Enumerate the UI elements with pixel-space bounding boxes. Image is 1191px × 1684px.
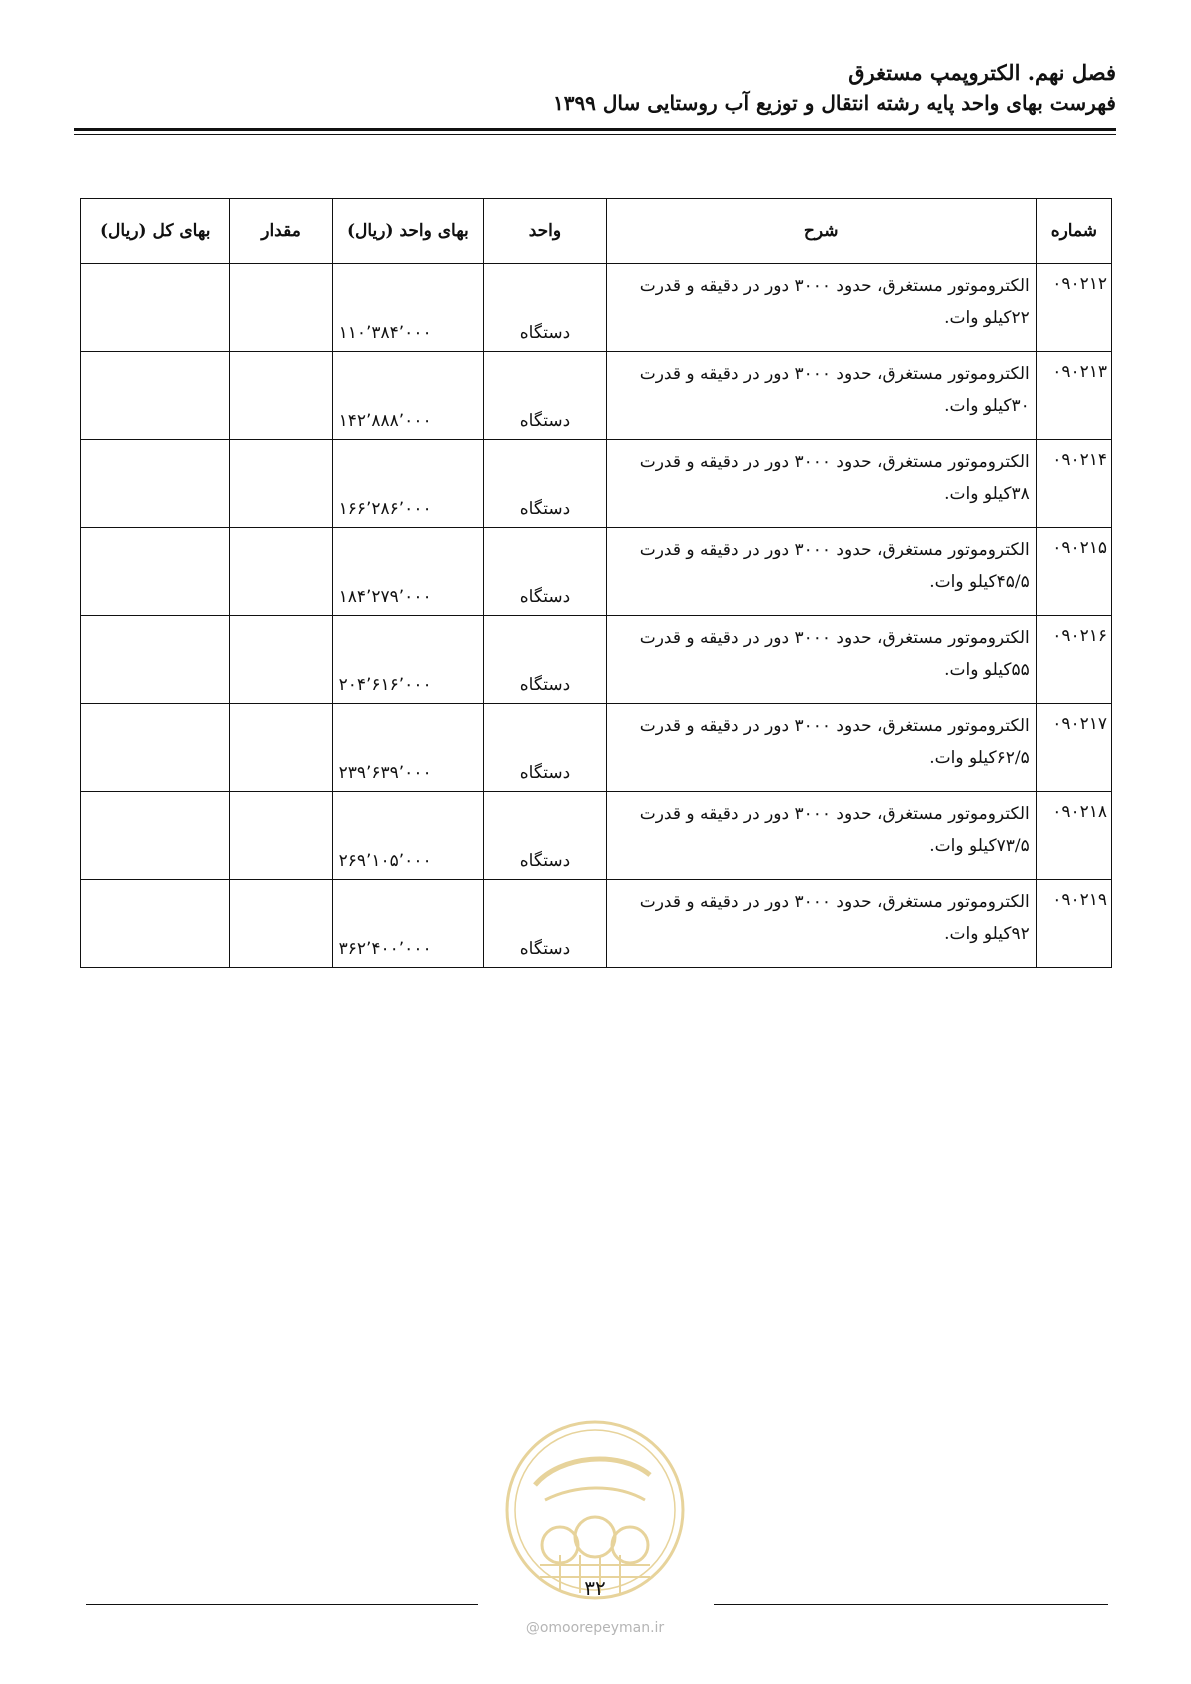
watermark-url: @omoorepeyman.ir: [525, 1620, 665, 1636]
item-description: الکتروموتور مستغرق، حدود ۳۰۰۰ دور در دقیقه و قدرت ۴۵/۵کیلو وات.: [606, 528, 1036, 616]
item-quantity: [230, 880, 332, 968]
table-row: [81, 616, 1112, 704]
item-code: ۰۹۰۲۱۴: [1036, 440, 1111, 528]
item-code: ۰۹۰۲۱۳: [1036, 352, 1111, 440]
item-quantity: [230, 528, 332, 616]
item-quantity: [230, 704, 332, 792]
item-total: [81, 264, 230, 352]
document-subtitle: فهرست بهای واحد پایه رشته انتقال و توزیع آب روستایی سال ۱۳۹۹: [552, 91, 1116, 115]
item-unit-price: ۲۳۹٬۶۳۹٬۰۰۰: [332, 704, 484, 792]
item-unit-price: ۱۴۲٬۸۸۸٬۰۰۰: [332, 352, 484, 440]
table-row: [81, 352, 1112, 440]
header-rule-thin: [74, 134, 1116, 135]
item-total: [81, 792, 230, 880]
item-unit: دستگاه: [484, 352, 607, 440]
item-unit-price: ۲۰۴٬۶۱۶٬۰۰۰: [332, 616, 484, 704]
header-rule-thick: [74, 128, 1116, 131]
footer-rule-left: [86, 1604, 478, 1605]
table-row: [81, 792, 1112, 880]
item-unit-price: ۱۱۰٬۳۸۴٬۰۰۰: [332, 264, 484, 352]
header-code: شماره: [1036, 199, 1111, 264]
item-total: [81, 704, 230, 792]
item-total: [81, 880, 230, 968]
item-description: الکتروموتور مستغرق، حدود ۳۰۰۰ دور در دقیقه و قدرت ۳۰کیلو وات.: [606, 352, 1036, 440]
table-row: [81, 880, 1112, 968]
table-row: [81, 528, 1112, 616]
item-code: ۰۹۰۲۱۶: [1036, 616, 1111, 704]
item-unit-price: ۱۶۶٬۲۸۶٬۰۰۰: [332, 440, 484, 528]
item-quantity: [230, 792, 332, 880]
item-code: ۰۹۰۲۱۹: [1036, 880, 1111, 968]
item-unit-price: ۲۶۹٬۱۰۵٬۰۰۰: [332, 792, 484, 880]
item-quantity: [230, 440, 332, 528]
item-code: ۰۹۰۲۱۷: [1036, 704, 1111, 792]
item-total: [81, 616, 230, 704]
item-unit: دستگاه: [484, 264, 607, 352]
item-unit: دستگاه: [484, 528, 607, 616]
header-unit-price: بهای واحد (ریال): [332, 199, 484, 264]
header-total-price: بهای کل (ریال): [81, 199, 230, 264]
table-row: [81, 264, 1112, 352]
item-code: ۰۹۰۲۱۲: [1036, 264, 1111, 352]
page-header: [74, 58, 1116, 118]
page-number: ۳۲: [584, 1576, 606, 1600]
item-unit: دستگاه: [484, 440, 607, 528]
item-total: [81, 352, 230, 440]
footer-rule-right: [714, 1604, 1108, 1605]
watermark-emblem: [507, 1422, 683, 1598]
item-total: [81, 528, 230, 616]
table-row: [81, 440, 1112, 528]
header-description: شرح: [606, 199, 1036, 264]
item-unit: دستگاه: [484, 880, 607, 968]
table-row: [81, 704, 1112, 792]
table-header-row: [81, 199, 1112, 264]
price-list-table: [80, 198, 1112, 968]
item-total: [81, 440, 230, 528]
item-description: الکتروموتور مستغرق، حدود ۳۰۰۰ دور در دقیقه و قدرت ۶۲/۵کیلو وات.: [606, 704, 1036, 792]
item-quantity: [230, 352, 332, 440]
item-description: الکتروموتور مستغرق، حدود ۳۰۰۰ دور در دقیقه و قدرت ۳۸کیلو وات.: [606, 440, 1036, 528]
item-unit: دستگاه: [484, 616, 607, 704]
item-description: الکتروموتور مستغرق، حدود ۳۰۰۰ دور در دقیقه و قدرت ۲۲کیلو وات.: [606, 264, 1036, 352]
item-quantity: [230, 264, 332, 352]
chapter-title: فصل نهم. الکتروپمپ مستغرق: [848, 60, 1116, 85]
item-code: ۰۹۰۲۱۸: [1036, 792, 1111, 880]
item-quantity: [230, 616, 332, 704]
item-unit: دستگاه: [484, 704, 607, 792]
item-unit: دستگاه: [484, 792, 607, 880]
item-description: الکتروموتور مستغرق، حدود ۳۰۰۰ دور در دقیقه و قدرت ۹۲کیلو وات.: [606, 880, 1036, 968]
item-description: الکتروموتور مستغرق، حدود ۳۰۰۰ دور در دقیقه و قدرت ۷۳/۵کیلو وات.: [606, 792, 1036, 880]
header-unit: واحد: [484, 199, 607, 264]
header-quantity: مقدار: [230, 199, 332, 264]
item-code: ۰۹۰۲۱۵: [1036, 528, 1111, 616]
item-unit-price: ۳۶۲٬۴۰۰٬۰۰۰: [332, 880, 484, 968]
item-description: الکتروموتور مستغرق، حدود ۳۰۰۰ دور در دقیقه و قدرت ۵۵کیلو وات.: [606, 616, 1036, 704]
item-unit-price: ۱۸۴٬۲۷۹٬۰۰۰: [332, 528, 484, 616]
